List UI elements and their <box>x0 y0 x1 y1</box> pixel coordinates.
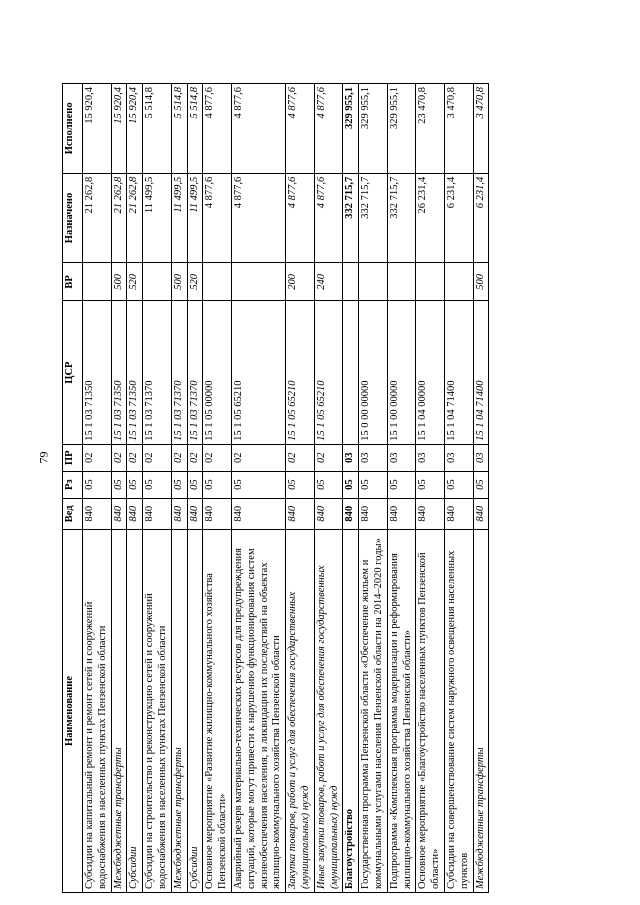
header-row <box>63 84 83 893</box>
vr-cell <box>387 263 416 301</box>
table-row <box>314 84 343 893</box>
vr-cell: 500 <box>171 263 187 301</box>
rz-cell: 05 <box>127 471 143 498</box>
ved-cell: 840 <box>111 498 127 529</box>
assigned-cell: 332 715,7 <box>387 173 416 263</box>
rz-cell: 05 <box>203 471 232 498</box>
vr-cell: 500 <box>111 263 127 301</box>
rz-cell: 05 <box>171 471 187 498</box>
table-row <box>343 84 359 893</box>
csr-cell: 15 1 03 71350 <box>83 301 112 444</box>
rotated-page <box>62 83 614 893</box>
rz-cell: 05 <box>416 471 445 498</box>
executed-cell: 5 514,8 <box>143 84 172 174</box>
rz-cell: 05 <box>286 471 315 498</box>
csr-cell: 15 1 04 71400 <box>444 301 473 444</box>
assigned-cell: 332 715,7 <box>343 173 359 263</box>
table-row <box>387 84 416 893</box>
table-row <box>83 84 112 893</box>
name-cell: Субсидии на капитальный ремонт и ремонт сетей и сооружений водоснабжения в населенных пунктах Пензенской области <box>83 529 112 892</box>
vr-cell: 200 <box>286 263 315 301</box>
ved-cell: 840 <box>83 498 112 529</box>
vr-cell: 520 <box>187 263 203 301</box>
csr-cell: 15 1 03 71350 <box>127 301 143 444</box>
header-cell: ПР <box>63 444 83 471</box>
budget-table <box>62 83 489 893</box>
csr-cell: 15 1 05 00000 <box>203 301 232 444</box>
vr-cell: 240 <box>314 263 343 301</box>
assigned-cell: 6 231,4 <box>444 173 473 263</box>
vr-cell <box>203 263 232 301</box>
pr-cell: 03 <box>444 444 473 471</box>
table-row <box>359 84 388 893</box>
vr-cell <box>444 263 473 301</box>
vr-cell <box>343 263 359 301</box>
csr-cell: 15 1 04 71400 <box>473 301 489 444</box>
ved-cell: 840 <box>187 498 203 529</box>
rz-cell: 05 <box>83 471 112 498</box>
executed-cell: 4 877,6 <box>203 84 232 174</box>
executed-cell: 15 920,4 <box>127 84 143 174</box>
header-cell: ЦСР <box>63 301 83 444</box>
pr-cell: 02 <box>314 444 343 471</box>
name-cell: Субсидии <box>187 529 203 892</box>
executed-cell: 5 514,8 <box>171 84 187 174</box>
name-cell: Межбюджетные трансферты <box>473 529 489 892</box>
executed-cell: 15 920,4 <box>83 84 112 174</box>
table-body <box>83 84 489 893</box>
rz-cell: 05 <box>444 471 473 498</box>
name-cell: Субсидии на совершенствование систем наружного освещения населенных пунктов <box>444 529 473 892</box>
assigned-cell: 6 231,4 <box>473 173 489 263</box>
name-cell: Закупка товаров, работ и услуг для обеспечения государственных (муниципальных) нужд <box>286 529 315 892</box>
ved-cell: 840 <box>416 498 445 529</box>
ved-cell: 840 <box>359 498 388 529</box>
executed-cell: 329 955,1 <box>359 84 388 174</box>
header-cell: Вед <box>63 498 83 529</box>
ved-cell: 840 <box>387 498 416 529</box>
pr-cell: 02 <box>111 444 127 471</box>
ved-cell: 840 <box>314 498 343 529</box>
csr-cell: 15 0 00 00000 <box>359 301 388 444</box>
pr-cell: 02 <box>127 444 143 471</box>
rz-cell: 05 <box>473 471 489 498</box>
pr-cell: 03 <box>343 444 359 471</box>
vr-cell <box>231 263 285 301</box>
assigned-cell: 332 715,7 <box>359 173 388 263</box>
executed-cell: 15 920,4 <box>111 84 127 174</box>
vr-cell: 520 <box>127 263 143 301</box>
assigned-cell: 4 877,6 <box>314 173 343 263</box>
pr-cell: 02 <box>83 444 112 471</box>
assigned-cell: 26 231,4 <box>416 173 445 263</box>
assigned-cell: 4 877,6 <box>286 173 315 263</box>
rz-cell: 05 <box>143 471 172 498</box>
executed-cell: 5 514,8 <box>187 84 203 174</box>
csr-cell: 15 1 03 71370 <box>143 301 172 444</box>
executed-cell: 4 877,6 <box>314 84 343 174</box>
vr-cell <box>83 263 112 301</box>
assigned-cell: 11 499,5 <box>143 173 172 263</box>
name-cell: Межбюджетные трансферты <box>171 529 187 892</box>
rz-cell: 05 <box>359 471 388 498</box>
executed-cell: 4 877,6 <box>231 84 285 174</box>
name-cell: Благоустройство <box>343 529 359 892</box>
table-row <box>231 84 285 893</box>
csr-cell: 15 1 03 71350 <box>111 301 127 444</box>
assigned-cell: 4 877,6 <box>231 173 285 263</box>
pr-cell: 03 <box>416 444 445 471</box>
executed-cell: 329 955,1 <box>343 84 359 174</box>
vr-cell <box>359 263 388 301</box>
vr-cell: 500 <box>473 263 489 301</box>
name-cell: Государственная программа Пензенской области «Обеспечение жильем и коммунальными услугами населения Пензенской области на 2014–2020 годы» <box>359 529 388 892</box>
executed-cell: 3 470,8 <box>444 84 473 174</box>
pr-cell: 03 <box>387 444 416 471</box>
name-cell: Субсидии на строительство и реконструкцию сетей и сооружений водоснабжения в населенных пунктах Пензенской области <box>143 529 172 892</box>
ved-cell: 840 <box>203 498 232 529</box>
ved-cell: 840 <box>127 498 143 529</box>
table-row <box>143 84 172 893</box>
vr-cell <box>143 263 172 301</box>
executed-cell: 3 470,8 <box>473 84 489 174</box>
csr-cell: 15 1 05 65210 <box>314 301 343 444</box>
page-number: 79 <box>36 451 51 464</box>
header-cell: Исполнено <box>63 84 83 174</box>
csr-cell: 15 1 03 71370 <box>171 301 187 444</box>
pr-cell: 02 <box>143 444 172 471</box>
assigned-cell: 21 262,8 <box>83 173 112 263</box>
rz-cell: 05 <box>314 471 343 498</box>
assigned-cell: 21 262,8 <box>127 173 143 263</box>
pr-cell: 02 <box>187 444 203 471</box>
table-row <box>473 84 489 893</box>
name-cell: Основное мероприятие «Благоустройство населенных пунктов Пензенской области» <box>416 529 445 892</box>
table-row <box>416 84 445 893</box>
ved-cell: 840 <box>143 498 172 529</box>
ved-cell: 840 <box>343 498 359 529</box>
csr-cell: 15 1 05 65210 <box>231 301 285 444</box>
csr-cell: 15 1 04 00000 <box>416 301 445 444</box>
executed-cell: 23 470,8 <box>416 84 445 174</box>
pr-cell: 02 <box>231 444 285 471</box>
table-row <box>286 84 315 893</box>
name-cell: Межбюджетные трансферты <box>111 529 127 892</box>
assigned-cell: 21 262,8 <box>111 173 127 263</box>
table-row <box>111 84 127 893</box>
ved-cell: 840 <box>171 498 187 529</box>
table-row <box>203 84 232 893</box>
rz-cell: 05 <box>111 471 127 498</box>
table-row <box>187 84 203 893</box>
name-cell: Иные закупки товаров, работ и услуг для обеспечения государственных (муниципальных) нужд <box>314 529 343 892</box>
pr-cell: 03 <box>473 444 489 471</box>
header-cell: Наименование <box>63 529 83 892</box>
pr-cell: 02 <box>286 444 315 471</box>
ved-cell: 840 <box>473 498 489 529</box>
csr-cell: 15 1 00 00000 <box>387 301 416 444</box>
name-cell: Подпрограмма «Комплексная программа модернизации и реформирования жилищно-коммунального хозяйства Пензенской области» <box>387 529 416 892</box>
rz-cell: 05 <box>387 471 416 498</box>
name-cell: Субсидии <box>127 529 143 892</box>
assigned-cell: 4 877,6 <box>203 173 232 263</box>
assigned-cell: 11 499,5 <box>187 173 203 263</box>
rz-cell: 05 <box>231 471 285 498</box>
assigned-cell: 11 499,5 <box>171 173 187 263</box>
ved-cell: 840 <box>444 498 473 529</box>
table-row <box>444 84 473 893</box>
rz-cell: 05 <box>343 471 359 498</box>
header-cell: Назначено <box>63 173 83 263</box>
pr-cell: 03 <box>359 444 388 471</box>
csr-cell: 15 1 05 65210 <box>286 301 315 444</box>
ved-cell: 840 <box>286 498 315 529</box>
rz-cell: 05 <box>187 471 203 498</box>
executed-cell: 4 877,6 <box>286 84 315 174</box>
csr-cell <box>343 301 359 444</box>
pr-cell: 02 <box>171 444 187 471</box>
ved-cell: 840 <box>231 498 285 529</box>
table-row <box>127 84 143 893</box>
name-cell: Аварийный резерв материально-технических ресурсов для предупреждения ситуаций, которые могут привести к нарушению функционирования систем жизнеобеспечения населения, и ликвидации их последствий на объектах жилищно-коммунального хозяйства Пензенской области <box>231 529 285 892</box>
table-row <box>171 84 187 893</box>
vr-cell <box>416 263 445 301</box>
header-cell: Рз <box>63 471 83 498</box>
header-cell: ВР <box>63 263 83 301</box>
name-cell: Основное мероприятие «Развитие жилищно-коммунального хозяйства Пензенской области» <box>203 529 232 892</box>
executed-cell: 329 955,1 <box>387 84 416 174</box>
pr-cell: 02 <box>203 444 232 471</box>
csr-cell: 15 1 03 71370 <box>187 301 203 444</box>
